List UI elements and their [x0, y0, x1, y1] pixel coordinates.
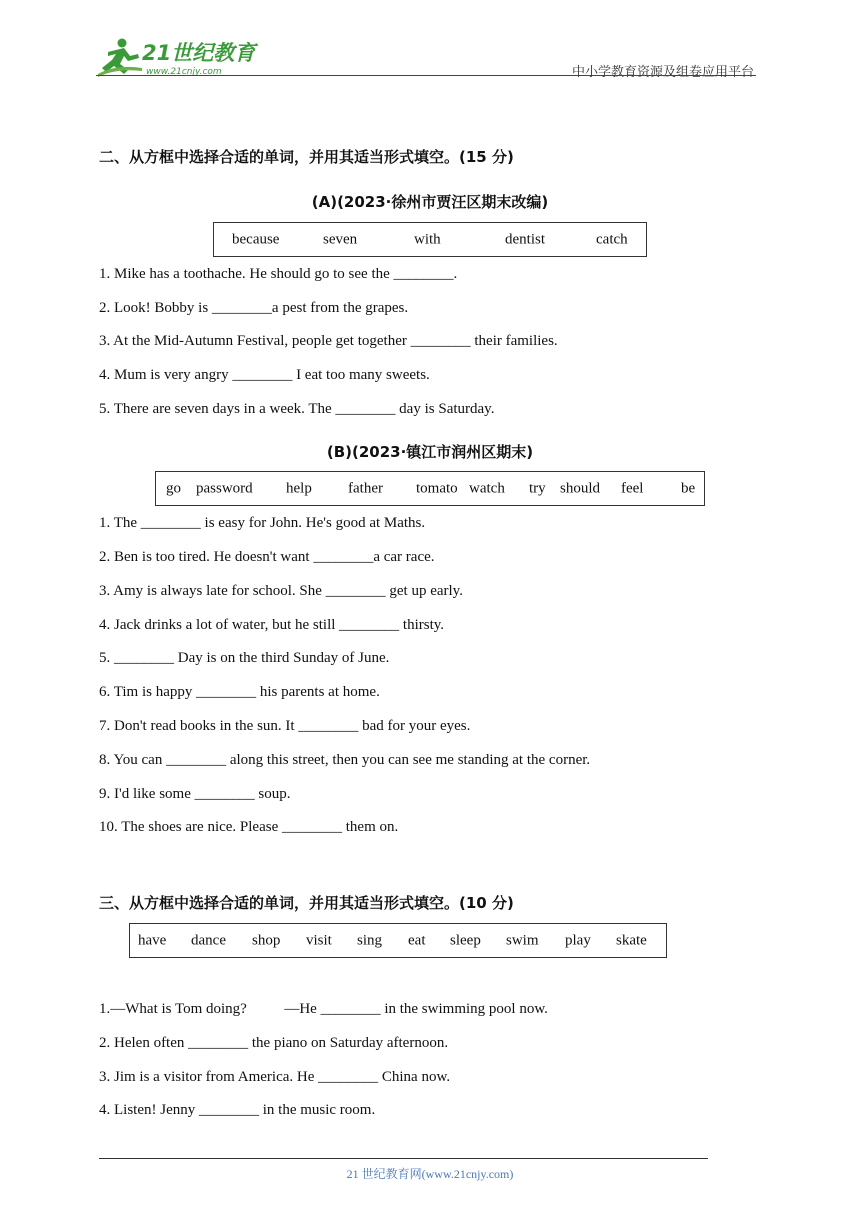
word-box-item: watch [469, 480, 505, 496]
question-line: 2. Ben is too tired. He doesn't want ________a car race. [99, 549, 435, 565]
word-box-section3 [129, 923, 667, 958]
word-box-item: feel [621, 480, 644, 496]
word-box-item: because [232, 231, 280, 247]
question-line: 1.—What is Tom doing? —He ________ in the swimming pool now. [99, 1001, 548, 1017]
footer-divider [99, 1158, 708, 1159]
question-line: 5. There are seven days in a week. The ________ day is Saturday. [99, 401, 495, 417]
word-box-item: play [565, 932, 591, 948]
header-divider [96, 75, 756, 76]
question-line: 8. You can ________ along this street, then you can see me standing at the corner. [99, 752, 591, 768]
question-line: 4. Mum is very angry ________ I eat too many sweets. [99, 367, 430, 383]
word-box-item: with [414, 231, 441, 247]
word-box-item: swim [506, 932, 539, 948]
word-box-item: dance [191, 932, 226, 948]
header-platform-text: 中小学教育资源及组卷应用平台 [571, 65, 754, 80]
word-box-item: sleep [450, 932, 481, 948]
section2-partA-title: (A)(2023·徐州市贾汪区期末改编) [311, 193, 549, 211]
word-box-item: have [138, 932, 167, 948]
question-line: 10. The shoes are nice. Please ________ them on. [99, 819, 399, 835]
question-line: 9. I'd like some ________ soup. [99, 786, 291, 802]
word-box-item: shop [252, 932, 281, 948]
word-box-item: go [166, 480, 181, 496]
word-box-partA [213, 222, 647, 257]
site-logo [96, 34, 266, 78]
question-line: 1. Mike has a toothache. He should go to see the ________. [99, 266, 458, 282]
question-line: 3. At the Mid-Autumn Festival, people get together ________ their families. [99, 333, 558, 349]
logo-url: www.21cnjy.com [146, 67, 222, 77]
question-line: 1. The ________ is easy for John. He's good at Maths. [99, 515, 426, 531]
footer-text: 21 世纪教育网(www.21cnjy.com) [346, 1167, 514, 1181]
question-line: 3. Amy is always late for school. She ________ get up early. [99, 583, 463, 599]
question-line: 5. ________ Day is on the third Sunday of June. [99, 650, 390, 666]
word-box-item: skate [616, 932, 647, 948]
word-box-item: should [560, 480, 601, 496]
word-box-item: catch [596, 231, 628, 247]
question-line: 4. Listen! Jenny ________ in the music room. [99, 1102, 376, 1118]
question-line: 2. Look! Bobby is ________a pest from the grapes. [99, 300, 409, 316]
word-box-item: dentist [505, 231, 545, 247]
word-box-item: tomato [416, 480, 458, 496]
word-box-item: father [348, 480, 383, 496]
section2-partB-title: (B)(2023·镇江市润州区期末) [326, 443, 534, 461]
word-box-item: visit [306, 932, 332, 948]
question-line: 2. Helen often ________ the piano on Saturday afternoon. [99, 1035, 449, 1051]
word-box-item: sing [357, 932, 383, 948]
runner-icon [98, 39, 142, 78]
question-line: 4. Jack drinks a lot of water, but he still ________ thirsty. [99, 617, 445, 633]
question-line: 3. Jim is a visitor from America. He ________ China now. [99, 1069, 451, 1085]
section3-title: 三、从方框中选择合适的单词，并用其适当形式填空。(10 分) [99, 894, 514, 912]
word-box-item: password [196, 480, 253, 496]
word-box-item: help [286, 480, 312, 496]
word-box-partB [155, 471, 705, 506]
word-box-item: try [529, 480, 546, 496]
logo-text: 21世纪教育 [142, 41, 256, 65]
question-line: 6. Tim is happy ________ his parents at home. [99, 684, 380, 700]
word-box-item: seven [323, 231, 358, 247]
question-line: 7. Don't read books in the sun. It ________ bad for your eyes. [99, 718, 471, 734]
word-box-item: be [681, 480, 696, 496]
word-box-item: eat [408, 932, 426, 948]
section2-title: 二、从方框中选择合适的单词，并用其适当形式填空。(15 分) [99, 148, 514, 166]
